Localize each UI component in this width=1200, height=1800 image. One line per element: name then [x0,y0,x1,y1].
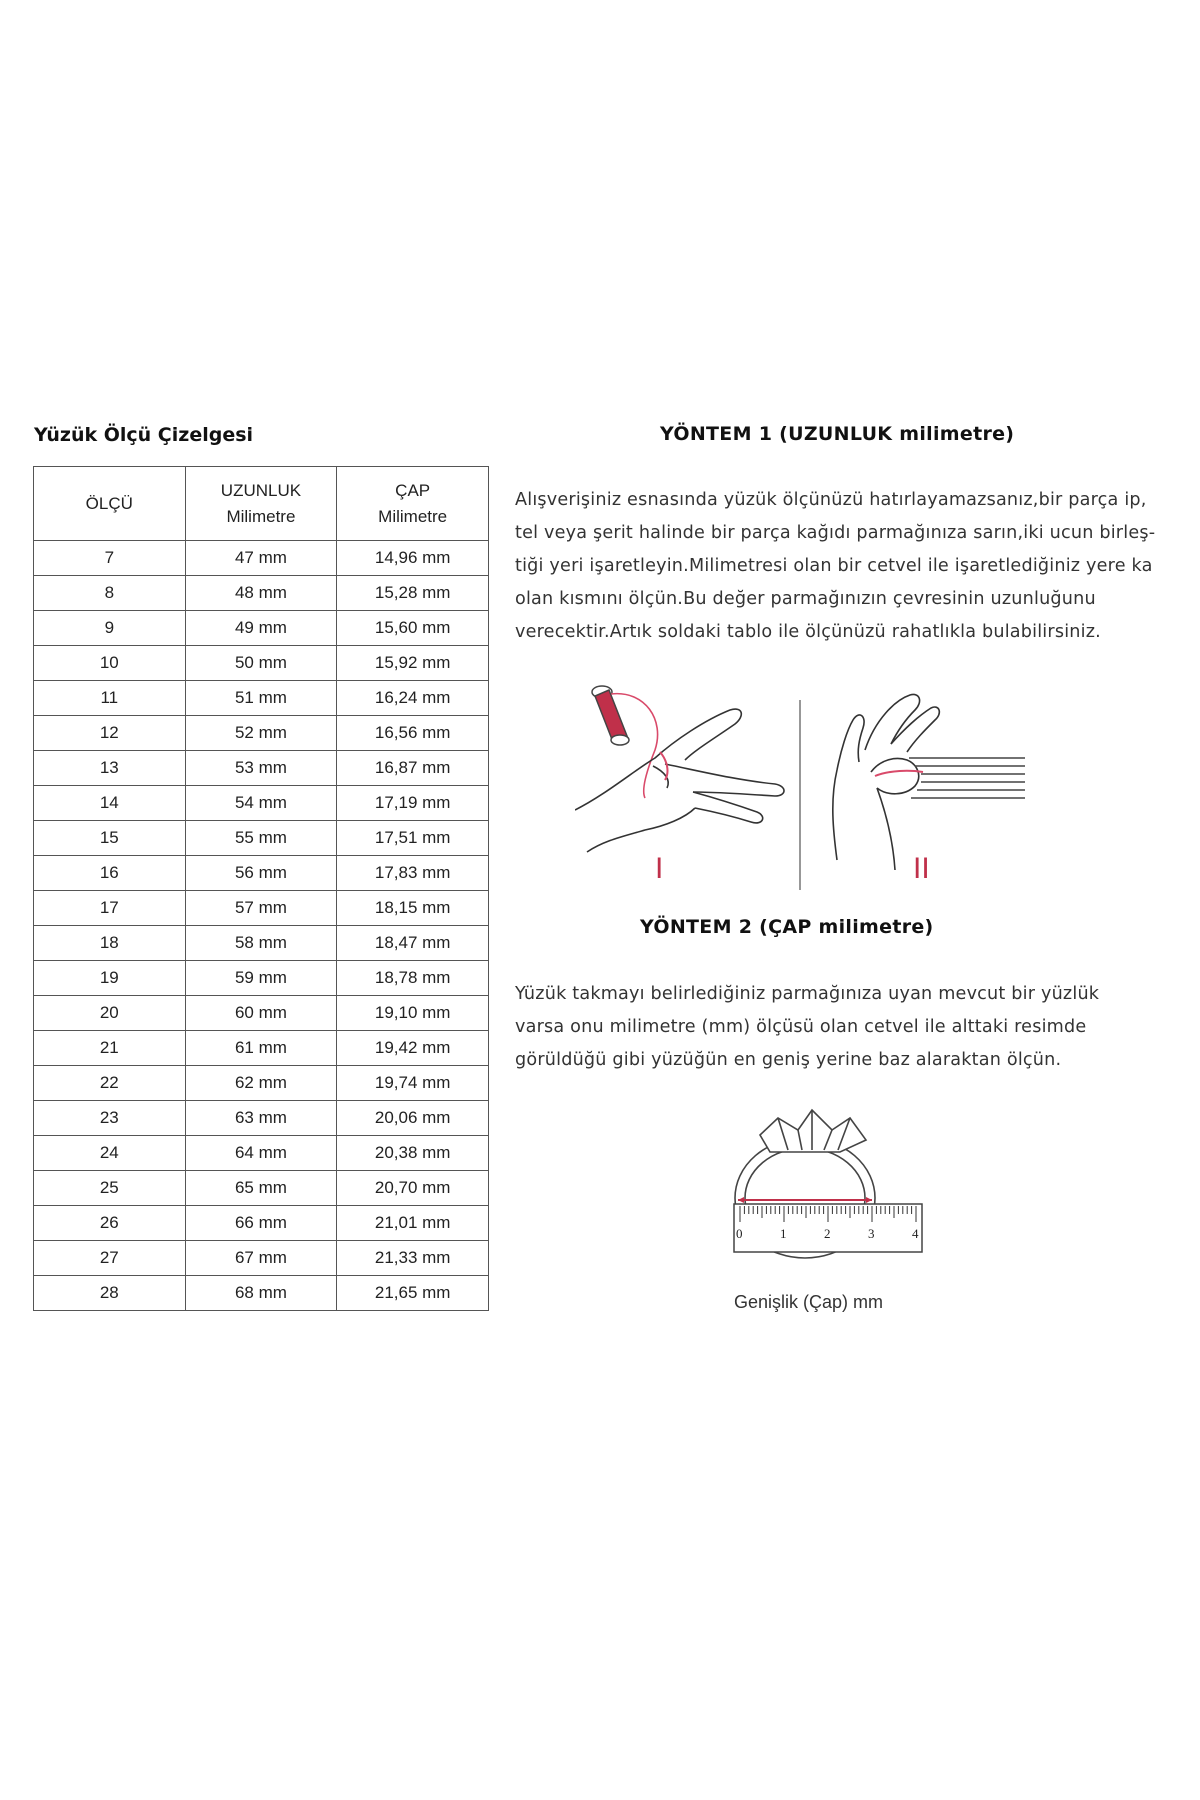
ring-ruler-illustration [720,1100,925,1265]
ruler-number: 1 [780,1226,787,1241]
cell-size: 20 [34,996,186,1031]
cell-length: 62 mm [185,1066,337,1101]
cell-size: 26 [34,1206,186,1241]
cell-diameter: 21,33 mm [337,1241,489,1276]
cell-length: 55 mm [185,821,337,856]
cell-size: 12 [34,716,186,751]
table-row [34,926,489,961]
table-body [34,541,489,1311]
table-row [34,821,489,856]
cell-diameter: 20,70 mm [337,1171,489,1206]
paper-strip [909,758,1025,798]
cell-size: 15 [34,821,186,856]
cell-length: 56 mm [185,856,337,891]
cell-length: 66 mm [185,1206,337,1241]
cell-length: 58 mm [185,926,337,961]
table-row [34,1066,489,1101]
cell-size: 21 [34,1031,186,1066]
cell-size: 9 [34,611,186,646]
table-row [34,716,489,751]
step-label-2: II [913,852,930,885]
cell-length: 61 mm [185,1031,337,1066]
cell-diameter: 19,74 mm [337,1066,489,1101]
cell-diameter: 17,83 mm [337,856,489,891]
cell-diameter: 18,78 mm [337,961,489,996]
cell-diameter: 17,51 mm [337,821,489,856]
table-header-row [34,467,489,541]
header-length-unit: Milimetre [226,506,296,526]
cell-length: 51 mm [185,681,337,716]
cell-size: 11 [34,681,186,716]
ruler-number: 0 [736,1226,743,1241]
table-row [34,681,489,716]
cell-length: 52 mm [185,716,337,751]
method1-illustration [575,680,1035,895]
header-size: ÖLÇÜ [34,467,186,541]
header-length-label: UZUNLUK [220,480,302,500]
cell-size: 24 [34,1136,186,1171]
cell-size: 7 [34,541,186,576]
method1-title: YÖNTEM 1 (UZUNLUK milimetre) [660,423,1015,445]
cell-size: 16 [34,856,186,891]
cell-length: 67 mm [185,1241,337,1276]
method2-line: görüldüğü gibi yüzüğün en geniş yerine baz alaraktan ölçün. [515,1050,1062,1070]
cell-diameter: 15,92 mm [337,646,489,681]
ruler-caption: Genişlik (Çap) mm [734,1292,884,1312]
cell-length: 54 mm [185,786,337,821]
cell-size: 13 [34,751,186,786]
method2-title: YÖNTEM 2 (ÇAP milimetre) [640,916,934,938]
table-row [34,996,489,1031]
table-row [34,856,489,891]
cell-diameter: 16,87 mm [337,751,489,786]
cell-length: 64 mm [185,1136,337,1171]
cell-diameter: 18,47 mm [337,926,489,961]
cell-size: 25 [34,1171,186,1206]
cell-length: 59 mm [185,961,337,996]
table-row [34,576,489,611]
hand-wrap-icon [575,709,784,852]
table-row [34,891,489,926]
table-row [34,1101,489,1136]
cell-diameter: 16,24 mm [337,681,489,716]
cell-diameter: 20,38 mm [337,1136,489,1171]
strip-mark-line [875,771,923,776]
table-row [34,646,489,681]
cell-diameter: 17,19 mm [337,786,489,821]
ruler-number: 2 [824,1226,831,1241]
cell-length: 57 mm [185,891,337,926]
cell-diameter: 15,60 mm [337,611,489,646]
cell-length: 49 mm [185,611,337,646]
method1-line: olan kısmını ölçün.Bu değer parmağınızın çevresinin uzunluğunu [515,589,1096,609]
ruler [734,1204,922,1252]
cell-size: 10 [34,646,186,681]
cell-size: 18 [34,926,186,961]
cell-length: 68 mm [185,1276,337,1311]
cell-diameter: 21,65 mm [337,1276,489,1311]
ring-size-table [33,466,489,1311]
cell-length: 63 mm [185,1101,337,1136]
cell-size: 17 [34,891,186,926]
cell-diameter: 20,06 mm [337,1101,489,1136]
cell-size: 23 [34,1101,186,1136]
method1-line: tel veya şerit halinde bir parça kağıdı parmağınıza sarın,iki ucun birleş- [515,523,1156,543]
cell-diameter: 18,15 mm [337,891,489,926]
header-diameter [337,467,489,541]
table-row [34,1171,489,1206]
table-row [34,1136,489,1171]
method2-line: Yüzük takmayı belirlediğiniz parmağınıza uyan mevcut bir yüzlük [515,984,1100,1004]
cell-length: 60 mm [185,996,337,1031]
cell-diameter: 15,28 mm [337,576,489,611]
ruler-number: 3 [868,1226,875,1241]
cell-length: 65 mm [185,1171,337,1206]
method1-line: Alışverişiniz esnasında yüzük ölçünüzü hatırlayamazsanız,bir parça ip, [515,490,1147,510]
cell-diameter: 19,42 mm [337,1031,489,1066]
cell-diameter: 16,56 mm [337,716,489,751]
thread-line [611,694,658,798]
cell-size: 14 [34,786,186,821]
cell-length: 53 mm [185,751,337,786]
cell-size: 27 [34,1241,186,1276]
cell-diameter: 21,01 mm [337,1206,489,1241]
table-row [34,1241,489,1276]
table-row [34,751,489,786]
table-row [34,786,489,821]
table-row [34,961,489,996]
cell-size: 8 [34,576,186,611]
table-row [34,1031,489,1066]
header-diameter-unit: Milimetre [378,506,448,526]
header-diameter-label: ÇAP [395,480,431,500]
method2-text [515,978,1200,1077]
cell-length: 48 mm [185,576,337,611]
table-row [34,1276,489,1311]
thread-wrap-line [660,752,667,780]
cell-size: 28 [34,1276,186,1311]
cell-diameter: 19,10 mm [337,996,489,1031]
cell-diameter: 14,96 mm [337,541,489,576]
table-row [34,541,489,576]
table-row [34,611,489,646]
method1-line: verecektir.Artık soldaki tablo ile ölçünüzü rahatlıkla bulabilirsiniz. [515,622,1101,642]
ruler-number: 4 [912,1226,919,1241]
table-row [34,1206,489,1241]
table-title: Yüzük Ölçü Çizelgesi [34,424,254,446]
header-length [185,467,337,541]
step-label-1: I [655,852,664,885]
method1-line: tiği yeri işaretleyin.Milimetresi olan bir cetvel ile işaretlediğiniz yere ka [515,556,1153,576]
cell-length: 50 mm [185,646,337,681]
cell-length: 47 mm [185,541,337,576]
cell-size: 22 [34,1066,186,1101]
cell-size: 19 [34,961,186,996]
method1-text [515,484,1200,649]
method2-line: varsa onu milimetre (mm) ölçüsü olan cetvel ile alttaki resimde [515,1017,1087,1037]
